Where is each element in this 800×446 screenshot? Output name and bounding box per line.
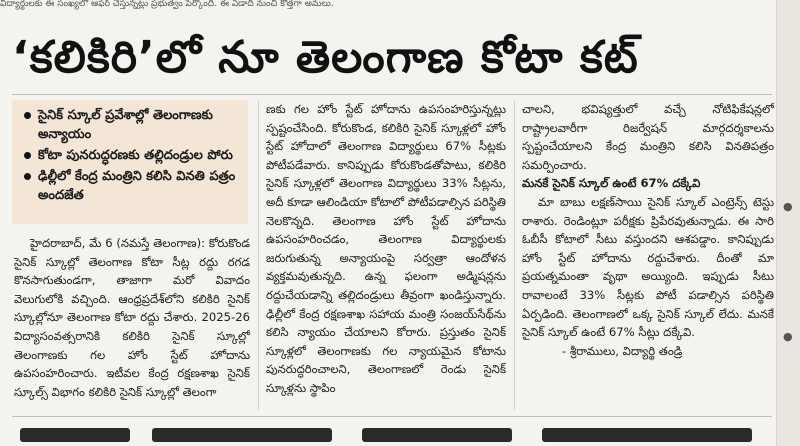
cropped-glyph-icon: ● <box>783 330 793 343</box>
highlight-item <box>22 167 240 205</box>
cropped-glyph-icon: ● <box>783 200 793 213</box>
article-headline: ‘కలికిరి’లో నూ తెలంగాణ కోటా కట్ <box>12 32 639 83</box>
column-3-quote: మా బాబు లక్షణ్‌సాయి సైనిక్ స్కూల్ ఎంట్రెన్స్ టెస్టు రాశారు. రెండింట్లూ పరీక్షకు ప్రిపేరవుతున్నాడు. ఈ సారి ఓబీసీ కోటాలో సీటు వస్తుందని ఆశపడ్డాం. కానిప్పుడు హోం స్టేట్ హోదాను రద్దుచేశారు. దీంతో మా ప్రయత్నమంతా వృథా అయ్యింది. ఇప్పుడు సీటు రావాలంటే 33% సీట్లకు పోటీ పడాల్సిన పరిస్థితి ఏర్పడింది. తెలంగాణలో ఒక్క సైనిక్ స్కూల్ లేదు. మనకే సైనిక్ స్కూల్ ఉంటే 67% సీట్లు దక్కేవి. <box>522 194 774 340</box>
highlight-text: ఢిల్లీలో కేంద్ర మంత్రిని కలిసి వినతి పత్రం అందజేత <box>38 169 236 203</box>
previous-article-strip: విద్యార్థులకు ఈ సంఖ్యలో ఆఫర్ చేస్తున్నట్లు ప్రభుత్వం పేర్కొంది. ఈ ఏడాది నుంచి కొత్తగా అమలు. <box>0 0 334 9</box>
article-column-1 <box>14 234 250 410</box>
bullet-icon <box>24 152 31 159</box>
column-2-text: ణకు గల హోం స్టేట్ హోదాను ఉపసంహరిస్తున్నట్లు స్పష్టంచేసింది. కోరుకొండ, కలికిరి సైనిక్ స్కూళ్లలో హోం స్టేట్ హోదాలో తెలంగాణ విద్యార్థులు 67% సీట్లకు పోటీపడేవారు. కానిప్పుడు కోరుకొండతోపాటు, కలికిరి సైనిక్ స్కూళ్లలో తెలంగాణ విద్యార్థులు 33% సీట్లను, అదీ కూడా ఆలిండియా కోటాలో పోటీపడాల్సిన పరిస్థితి నెలకొన్నది. తెలంగాణ హోం స్టేట్ హోదాను ఉపసంహరించడం, తెలంగాణ విద్యార్థులకు జరుగుతున్న అన్యాయంపై సర్వత్రా ఆందోళన వ్యక్తమవుతున్నది. ఉన్న ఫలంగా అడ్మిషన్లను రద్దుచేయడాన్ని తల్లిదండ్రులు తీవ్రంగా ఖండిస్తున్నారు. ఢిల్లీలో కేంద్ర రక్షణశాఖ సహాయ మంత్రి సంజయ్‌సేథ్‌ను కలిసి న్యాయం చేయాలని కోరారు. ప్రస్తుతం సైనిక్ స్కూళ్లలో తెలంగాణకు గల న్యాయమైన కోటాను పునరుద్ధరించాలని, తెలంగాణలో రెండు సైనిక్ స్కూళ్లను స్థాపిం <box>266 102 506 395</box>
cropped-text-shape <box>362 428 512 442</box>
highlight-item <box>22 106 240 144</box>
headline-rule <box>12 94 772 95</box>
column-divider <box>258 100 259 410</box>
article-column-3 <box>522 100 774 416</box>
column-3-subheading: మనకే సైనిక్ స్కూల్ ఉంటే 67% దక్కేవి <box>522 176 701 191</box>
column-divider <box>514 100 515 410</box>
bullet-icon <box>24 112 31 119</box>
highlight-text: కోటా పునరుద్ధరణకు తల్లిదండ్రుల పోరు <box>38 148 233 163</box>
column-3-text: చాలని, భవిష్యత్తులో వచ్చే నోటిఫికేషన్లలో రాష్ట్రాలవారీగా రిజర్వేషన్ మార్గదర్శకాలను స్పష్టంచేయాలని కేంద్ర మంత్రిని కలిసి వినతిపత్రం సమర్పించారు. <box>522 102 774 172</box>
highlights-box <box>12 100 248 224</box>
quote-credit: - శ్రీరాములు, విద్యార్థి తండ్రి <box>562 343 683 358</box>
adjacent-page-edge <box>776 0 800 446</box>
highlight-text: సైనిక్ స్కూల్ ప్రవేశాల్లో తెలంగాణకు అన్యాయం <box>38 108 213 142</box>
highlight-item <box>22 146 240 165</box>
next-headline-cropped <box>12 420 772 446</box>
column-1-text: హైదరాబాద్, మే 6 (నమస్తే తెలంగాణ): కోరుకొండ సైనిక్ స్కూల్లో తెలంగాణ కోటా సీట్ల రద్దు రగడ కొనసాగుతుండగా, తాజాగా మరో వివాదం వెలుగులోకి వచ్చింది. ఆంధ్రప్రదేశ్‌లోని కలికిరి సైనిక్ స్కూల్లోనూ తెలంగాణ కోటా రద్దు చేశారు. 2025-26 విద్యాసంవత్సరానికి కలికిరి సైనిక్ స్కూల్లో తెలంగాణకు గల హోం స్టేట్ హోదాను ఉపసంహరించారు. ఇటీవల కేంద్ర రక్షణశాఖ సైనిక్ స్కూల్స్ విభాగం కలికిరి సైనిక్ స్కూల్లో తెలంగా <box>14 236 250 399</box>
bottom-rule <box>12 416 772 417</box>
article-column-2 <box>266 100 506 416</box>
bullet-icon <box>24 173 31 180</box>
cropped-text-shape <box>542 428 752 442</box>
cropped-text-shape <box>152 428 332 442</box>
cropped-text-shape <box>20 428 130 442</box>
